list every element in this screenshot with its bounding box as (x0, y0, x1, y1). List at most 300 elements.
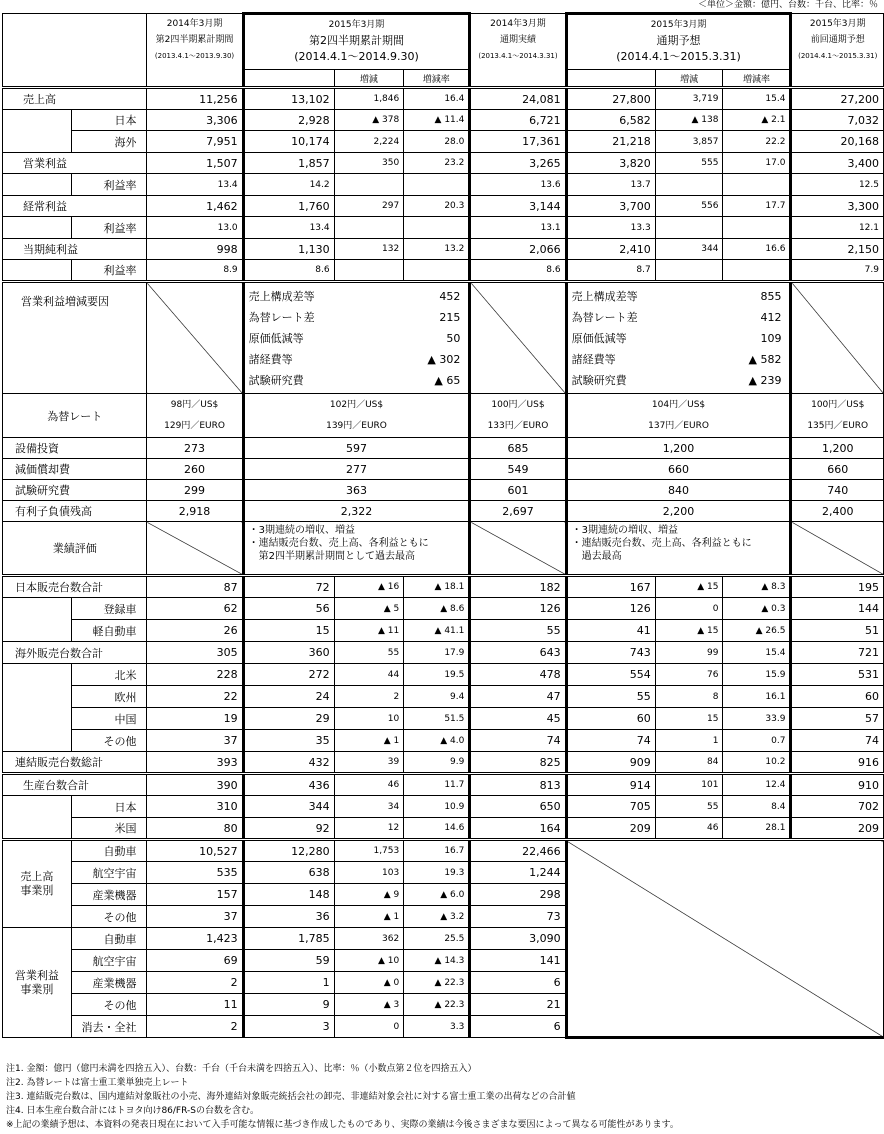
fx-rate: 137円／EURO (648, 420, 709, 431)
value-cell: 164 (470, 818, 566, 840)
segment-name: 産業機器 (71, 884, 147, 906)
value-cell: 554 (566, 664, 655, 686)
table-row (3, 664, 884, 686)
value-cell: 37 (147, 906, 243, 928)
value-cell: 2,066 (470, 239, 566, 260)
value-cell: 363 (243, 480, 470, 501)
value-cell: 2,918 (147, 501, 243, 522)
value-cell: 6,721 (470, 110, 566, 131)
value-cell: 650 (470, 796, 566, 818)
label-blank (3, 730, 72, 752)
value-cell: 2,928 (243, 110, 334, 131)
segment-name: 産業機器 (71, 972, 147, 994)
financial-summary-table (2, 12, 884, 1039)
value-cell: 916 (791, 752, 884, 774)
value-cell: 272 (243, 664, 334, 686)
value-cell: 41 (566, 620, 655, 642)
value-cell: 56 (243, 598, 334, 620)
value-cell: 1,130 (243, 239, 334, 260)
row-sublabel: 海外 (71, 131, 147, 153)
evaluation-fy (566, 522, 791, 576)
fx-c5 (791, 394, 884, 438)
value-cell: 99 (655, 642, 723, 664)
footnotes (6, 1062, 679, 1132)
segment-name: 航空宇宙 (71, 862, 147, 884)
value-cell: 44 (334, 664, 404, 686)
value-cell: 51 (791, 620, 884, 642)
value-cell: 46 (334, 774, 404, 796)
table-row (3, 686, 884, 708)
diagonal-cell (470, 522, 566, 576)
table-row (3, 88, 884, 110)
table-row (3, 131, 884, 153)
value-cell: 72 (243, 576, 334, 598)
row-sublabel: 北米 (71, 664, 147, 686)
footnote-line: 注3. 連結販売台数は、国内連結対象販社の小売、海外連結対象販売統括会社の卸売、非連結対象会社に対する富士重工業の出荷などの合計値 (6, 1092, 576, 1102)
header-c2-line2: 第2四半期累計期間 (309, 34, 404, 47)
value-cell: 55 (470, 620, 566, 642)
segment-name: その他 (71, 994, 147, 1016)
value-cell: 141 (470, 950, 566, 972)
value-cell: 35 (243, 730, 334, 752)
table-row (3, 774, 884, 796)
row-sublabel: 欧州 (71, 686, 147, 708)
value-cell: 813 (470, 774, 566, 796)
value-cell: 8.4 (723, 796, 791, 818)
value-cell: ▲ 11 (334, 620, 404, 642)
factor-item (245, 286, 469, 307)
value-cell: 103 (334, 862, 404, 884)
value-cell: 3,700 (566, 196, 655, 217)
value-cell (723, 217, 791, 239)
fx-rate: 98円／US$ (170, 399, 219, 410)
value-cell: 825 (470, 752, 566, 774)
table-row (3, 196, 884, 217)
value-cell: ▲ 22.3 (404, 994, 470, 1016)
value-cell: 9.4 (404, 686, 470, 708)
factor-name: 試験研究費 (571, 373, 627, 387)
evaluation-line: ・3期連続の増収、増益 (571, 525, 678, 536)
value-cell (723, 174, 791, 196)
value-cell: 601 (470, 480, 566, 501)
value-cell: 80 (147, 818, 243, 840)
value-cell: 28.1 (723, 818, 791, 840)
factor-name: 為替レート差 (571, 310, 638, 324)
factor-value: 50 (446, 331, 461, 345)
value-cell: 13.6 (470, 174, 566, 196)
value-cell: 27,200 (791, 88, 884, 110)
value-cell: 2,200 (566, 501, 791, 522)
segment-label-line: 売上高 (20, 870, 54, 883)
value-cell: 3,265 (470, 153, 566, 174)
row-label: 連結販売台数総計 (3, 752, 147, 774)
value-cell: 7,951 (147, 131, 243, 153)
fx-rate: 104円／US$ (651, 399, 706, 410)
segment-name: 自動車 (71, 928, 147, 950)
value-cell: 3,820 (566, 153, 655, 174)
value-cell (334, 260, 404, 282)
value-cell: ▲ 378 (334, 110, 404, 131)
value-cell: 3,144 (470, 196, 566, 217)
value-cell: 2,400 (791, 501, 884, 522)
value-cell: 998 (147, 239, 243, 260)
value-cell: ▲ 8.3 (723, 576, 791, 598)
label-blank (3, 620, 72, 642)
value-cell: 101 (655, 774, 723, 796)
fx-rate: 102円／US$ (329, 399, 384, 410)
value-cell: 12.5 (791, 174, 884, 196)
value-cell: 360 (243, 642, 334, 664)
header-c1 (147, 14, 243, 88)
value-cell: 555 (655, 153, 723, 174)
factor-name: 試験研究費 (248, 373, 304, 387)
row-sublabel: 日本 (71, 796, 147, 818)
value-cell: 25.5 (404, 928, 470, 950)
value-cell: 14.6 (404, 818, 470, 840)
value-cell: 12.1 (791, 217, 884, 239)
value-cell: 1,244 (470, 862, 566, 884)
value-cell: 2,150 (791, 239, 884, 260)
value-cell: 1,846 (334, 88, 404, 110)
value-cell: 15.4 (723, 642, 791, 664)
value-cell: ▲ 138 (655, 110, 723, 131)
header-inc: 増減 (655, 70, 723, 88)
value-cell: ▲ 2.1 (723, 110, 791, 131)
fx-c1 (147, 394, 243, 438)
value-cell: 84 (655, 752, 723, 774)
diagonal-cell (791, 522, 884, 576)
value-cell: 14.2 (243, 174, 334, 196)
value-cell: 13,102 (243, 88, 334, 110)
evaluation-line: ・連結販売台数、売上高、各利益ともに (571, 538, 752, 549)
header-c5 (791, 14, 884, 88)
value-cell: 310 (147, 796, 243, 818)
value-cell: 549 (470, 459, 566, 480)
table-row (3, 217, 884, 239)
value-cell: ▲ 4.0 (404, 730, 470, 752)
factor-item (245, 349, 469, 370)
table-row (3, 818, 884, 840)
value-cell: 1,507 (147, 153, 243, 174)
value-cell: 535 (147, 862, 243, 884)
value-cell: 3,090 (470, 928, 566, 950)
value-cell: ▲ 10 (334, 950, 404, 972)
row-sublabel: 利益率 (71, 174, 147, 196)
row-label: 経常利益 (3, 196, 147, 217)
value-cell: 260 (147, 459, 243, 480)
row-sublabel: 利益率 (71, 217, 147, 239)
table-row (3, 239, 884, 260)
value-cell: 13.2 (404, 239, 470, 260)
value-cell (334, 174, 404, 196)
factor-name: 諸経費等 (571, 352, 616, 366)
row-label: 当期純利益 (3, 239, 147, 260)
row-label: 営業利益 (3, 153, 147, 174)
value-cell: 12 (334, 818, 404, 840)
value-cell: 3,300 (791, 196, 884, 217)
value-cell: 19.5 (404, 664, 470, 686)
value-cell: 0 (655, 598, 723, 620)
header-inc: 増減 (334, 70, 404, 88)
fx-rate: 100円／US$ (491, 399, 545, 410)
value-cell: 34 (334, 796, 404, 818)
factor-value: ▲ 65 (434, 373, 461, 387)
diagonal-cell (147, 282, 243, 394)
value-cell: ▲ 0 (334, 972, 404, 994)
value-cell: 45 (470, 708, 566, 730)
value-cell: 2,224 (334, 131, 404, 153)
corner-cell (3, 14, 147, 88)
row-label: 売上高 (3, 88, 147, 110)
value-cell: 74 (791, 730, 884, 752)
value-cell: 478 (470, 664, 566, 686)
factor-item (568, 328, 790, 349)
value-cell: 39 (334, 752, 404, 774)
table-row (3, 796, 884, 818)
value-cell: 643 (470, 642, 566, 664)
value-cell: 60 (791, 686, 884, 708)
value-cell: 37 (147, 730, 243, 752)
value-cell: 20,168 (791, 131, 884, 153)
value-cell: 12,280 (243, 840, 334, 862)
value-cell: 87 (147, 576, 243, 598)
value-cell: 15.4 (723, 88, 791, 110)
value-cell: ▲ 18.1 (404, 576, 470, 598)
value-cell: 10,527 (147, 840, 243, 862)
value-cell: 33.9 (723, 708, 791, 730)
factor-item (245, 328, 469, 349)
value-cell: ▲ 14.3 (404, 950, 470, 972)
row-label: 海外販売台数合計 (3, 642, 147, 664)
value-cell: 3,306 (147, 110, 243, 131)
value-cell: 17.0 (723, 153, 791, 174)
value-cell: 660 (566, 459, 791, 480)
value-cell: 3,857 (655, 131, 723, 153)
diagonal-cell (147, 522, 243, 576)
value-cell: ▲ 5 (334, 598, 404, 620)
value-cell: 29 (243, 708, 334, 730)
value-cell: 73 (470, 906, 566, 928)
value-cell: 8.6 (243, 260, 334, 282)
value-cell: 6 (470, 1016, 566, 1038)
value-cell: 55 (334, 642, 404, 664)
value-cell: 3,400 (791, 153, 884, 174)
row-label: 生産台数合計 (3, 774, 147, 796)
value-cell: 273 (147, 438, 243, 459)
value-cell: 1 (655, 730, 723, 752)
value-cell: 10 (334, 708, 404, 730)
header-c1-line3: (2013.4.1～2013.9.30) (154, 52, 235, 60)
header-c5-line2: 前回通期予想 (810, 35, 865, 45)
value-cell: 1,200 (791, 438, 884, 459)
value-cell: 702 (791, 796, 884, 818)
row-sublabel: 軽自動車 (71, 620, 147, 642)
factor-value: 855 (760, 289, 782, 303)
value-cell: 7,032 (791, 110, 884, 131)
value-cell: ▲ 1 (334, 730, 404, 752)
value-cell: 36 (243, 906, 334, 928)
header-c4-line3: (2014.4.1～2015.3.31) (616, 50, 741, 63)
row-sublabel: 日本 (71, 110, 147, 131)
value-cell: 92 (243, 818, 334, 840)
value-cell: 390 (147, 774, 243, 796)
table-row (3, 14, 884, 70)
evaluation-line: 過去最高 (571, 551, 622, 562)
footnote-line: 注1. 金額：億円（億円未満を四捨五入）、台数：千台（千台未満を四捨五入）、比率：％（小数点第２位を四捨五入） (6, 1064, 477, 1074)
label-blank (3, 110, 72, 131)
label-blank (3, 686, 72, 708)
value-cell: 660 (791, 459, 884, 480)
value-cell: 51.5 (404, 708, 470, 730)
footnote-line: 注4. 日本生産台数合計にはトヨタ向け86/FR-Sの台数を含む。 (6, 1106, 259, 1116)
value-cell: 910 (791, 774, 884, 796)
value-cell (334, 217, 404, 239)
value-cell: 393 (147, 752, 243, 774)
value-cell: 55 (566, 686, 655, 708)
row-sublabel: 利益率 (71, 260, 147, 282)
header-blank (566, 70, 655, 88)
fx-c4 (566, 394, 791, 438)
factor-value: 215 (439, 310, 461, 324)
value-cell: 7.9 (791, 260, 884, 282)
value-cell: 28.0 (404, 131, 470, 153)
value-cell: 13.0 (147, 217, 243, 239)
label-blank (3, 217, 72, 239)
factors-q2 (243, 282, 470, 394)
value-cell: 9.9 (404, 752, 470, 774)
header-c1-line1: 2014年3月期 (166, 19, 223, 29)
value-cell: 17,361 (470, 131, 566, 153)
header-rate: 増減率 (723, 70, 791, 88)
table-row (3, 501, 884, 522)
value-cell: 228 (147, 664, 243, 686)
value-cell: 57 (791, 708, 884, 730)
table-row (3, 840, 884, 862)
header-rate: 増減率 (404, 70, 470, 88)
value-cell: 15 (655, 708, 723, 730)
value-cell: 0.7 (723, 730, 791, 752)
value-cell: 20.3 (404, 196, 470, 217)
value-cell: 3 (243, 1016, 334, 1038)
unit-note: ＜単位＞金額：億円、台数：千台、比率：％ (697, 0, 878, 10)
value-cell: ▲ 0.3 (723, 598, 791, 620)
factor-value: 412 (760, 310, 782, 324)
value-cell: 182 (470, 576, 566, 598)
value-cell: 1,423 (147, 928, 243, 950)
value-cell: 157 (147, 884, 243, 906)
value-cell: 74 (566, 730, 655, 752)
header-c3 (470, 14, 566, 88)
misc-label: 試験研究費 (3, 480, 147, 501)
value-cell: ▲ 11.4 (404, 110, 470, 131)
fx-rate: 129円／EURO (164, 420, 225, 431)
fx-rate: 133円／EURO (487, 420, 549, 431)
factor-name: 原価低減等 (248, 331, 304, 345)
value-cell: 2,322 (243, 501, 470, 522)
value-cell: 432 (243, 752, 334, 774)
table-row (3, 576, 884, 598)
value-cell: 909 (566, 752, 655, 774)
value-cell: 47 (470, 686, 566, 708)
row-sublabel: 登録車 (71, 598, 147, 620)
factor-value: ▲ 302 (427, 352, 461, 366)
value-cell: 16.4 (404, 88, 470, 110)
header-c2-line3: (2014.4.1～2014.9.30) (294, 50, 419, 63)
value-cell: 3,719 (655, 88, 723, 110)
value-cell: ▲ 26.5 (723, 620, 791, 642)
diagonal-cell (470, 282, 566, 394)
header-c4-line1: 2015年3月期 (650, 20, 707, 30)
value-cell: 11.7 (404, 774, 470, 796)
row-sublabel: 中国 (71, 708, 147, 730)
value-cell: 6,582 (566, 110, 655, 131)
segment-name: その他 (71, 906, 147, 928)
value-cell: 277 (243, 459, 470, 480)
factor-name: 諸経費等 (248, 352, 293, 366)
value-cell: 705 (566, 796, 655, 818)
value-cell: 27,800 (566, 88, 655, 110)
factor-item (245, 307, 469, 328)
value-cell: 60 (566, 708, 655, 730)
value-cell: 23.2 (404, 153, 470, 174)
factor-item (568, 349, 790, 370)
value-cell (655, 174, 723, 196)
value-cell: 298 (470, 884, 566, 906)
factor-value: 109 (760, 331, 782, 345)
table-row (3, 620, 884, 642)
header-c2 (243, 14, 470, 70)
label-blank (3, 174, 72, 196)
value-cell: 1,760 (243, 196, 334, 217)
diagonal-cell (791, 282, 884, 394)
sales-segment-label (3, 840, 72, 928)
value-cell: 8.7 (566, 260, 655, 282)
value-cell: ▲ 3.2 (404, 906, 470, 928)
value-cell: 209 (791, 818, 884, 840)
value-cell: 46 (655, 818, 723, 840)
label-blank (3, 664, 72, 686)
value-cell: 21 (470, 994, 566, 1016)
value-cell: 2 (147, 972, 243, 994)
value-cell: 9 (243, 994, 334, 1016)
evaluation-q2 (243, 522, 470, 576)
value-cell: 305 (147, 642, 243, 664)
value-cell: 15.9 (723, 664, 791, 686)
header-c1-line2: 第2四半期累計期間 (155, 35, 234, 45)
value-cell: 436 (243, 774, 334, 796)
value-cell: 344 (655, 239, 723, 260)
value-cell (404, 217, 470, 239)
table-row (3, 598, 884, 620)
value-cell: 299 (147, 480, 243, 501)
value-cell: 13.4 (243, 217, 334, 239)
value-cell: 1,200 (566, 438, 791, 459)
table-row (3, 438, 884, 459)
value-cell: 167 (566, 576, 655, 598)
table-row (3, 394, 884, 438)
value-cell: 11 (147, 994, 243, 1016)
value-cell: 8.6 (470, 260, 566, 282)
fx-c2 (243, 394, 470, 438)
diagonal-cell (566, 840, 883, 1038)
value-cell: 6 (470, 972, 566, 994)
value-cell: 0 (334, 1016, 404, 1038)
value-cell: ▲ 15 (655, 576, 723, 598)
value-cell: 16.1 (723, 686, 791, 708)
header-c2-line1: 2015年3月期 (328, 20, 385, 30)
value-cell: 11,256 (147, 88, 243, 110)
table-row (3, 153, 884, 174)
